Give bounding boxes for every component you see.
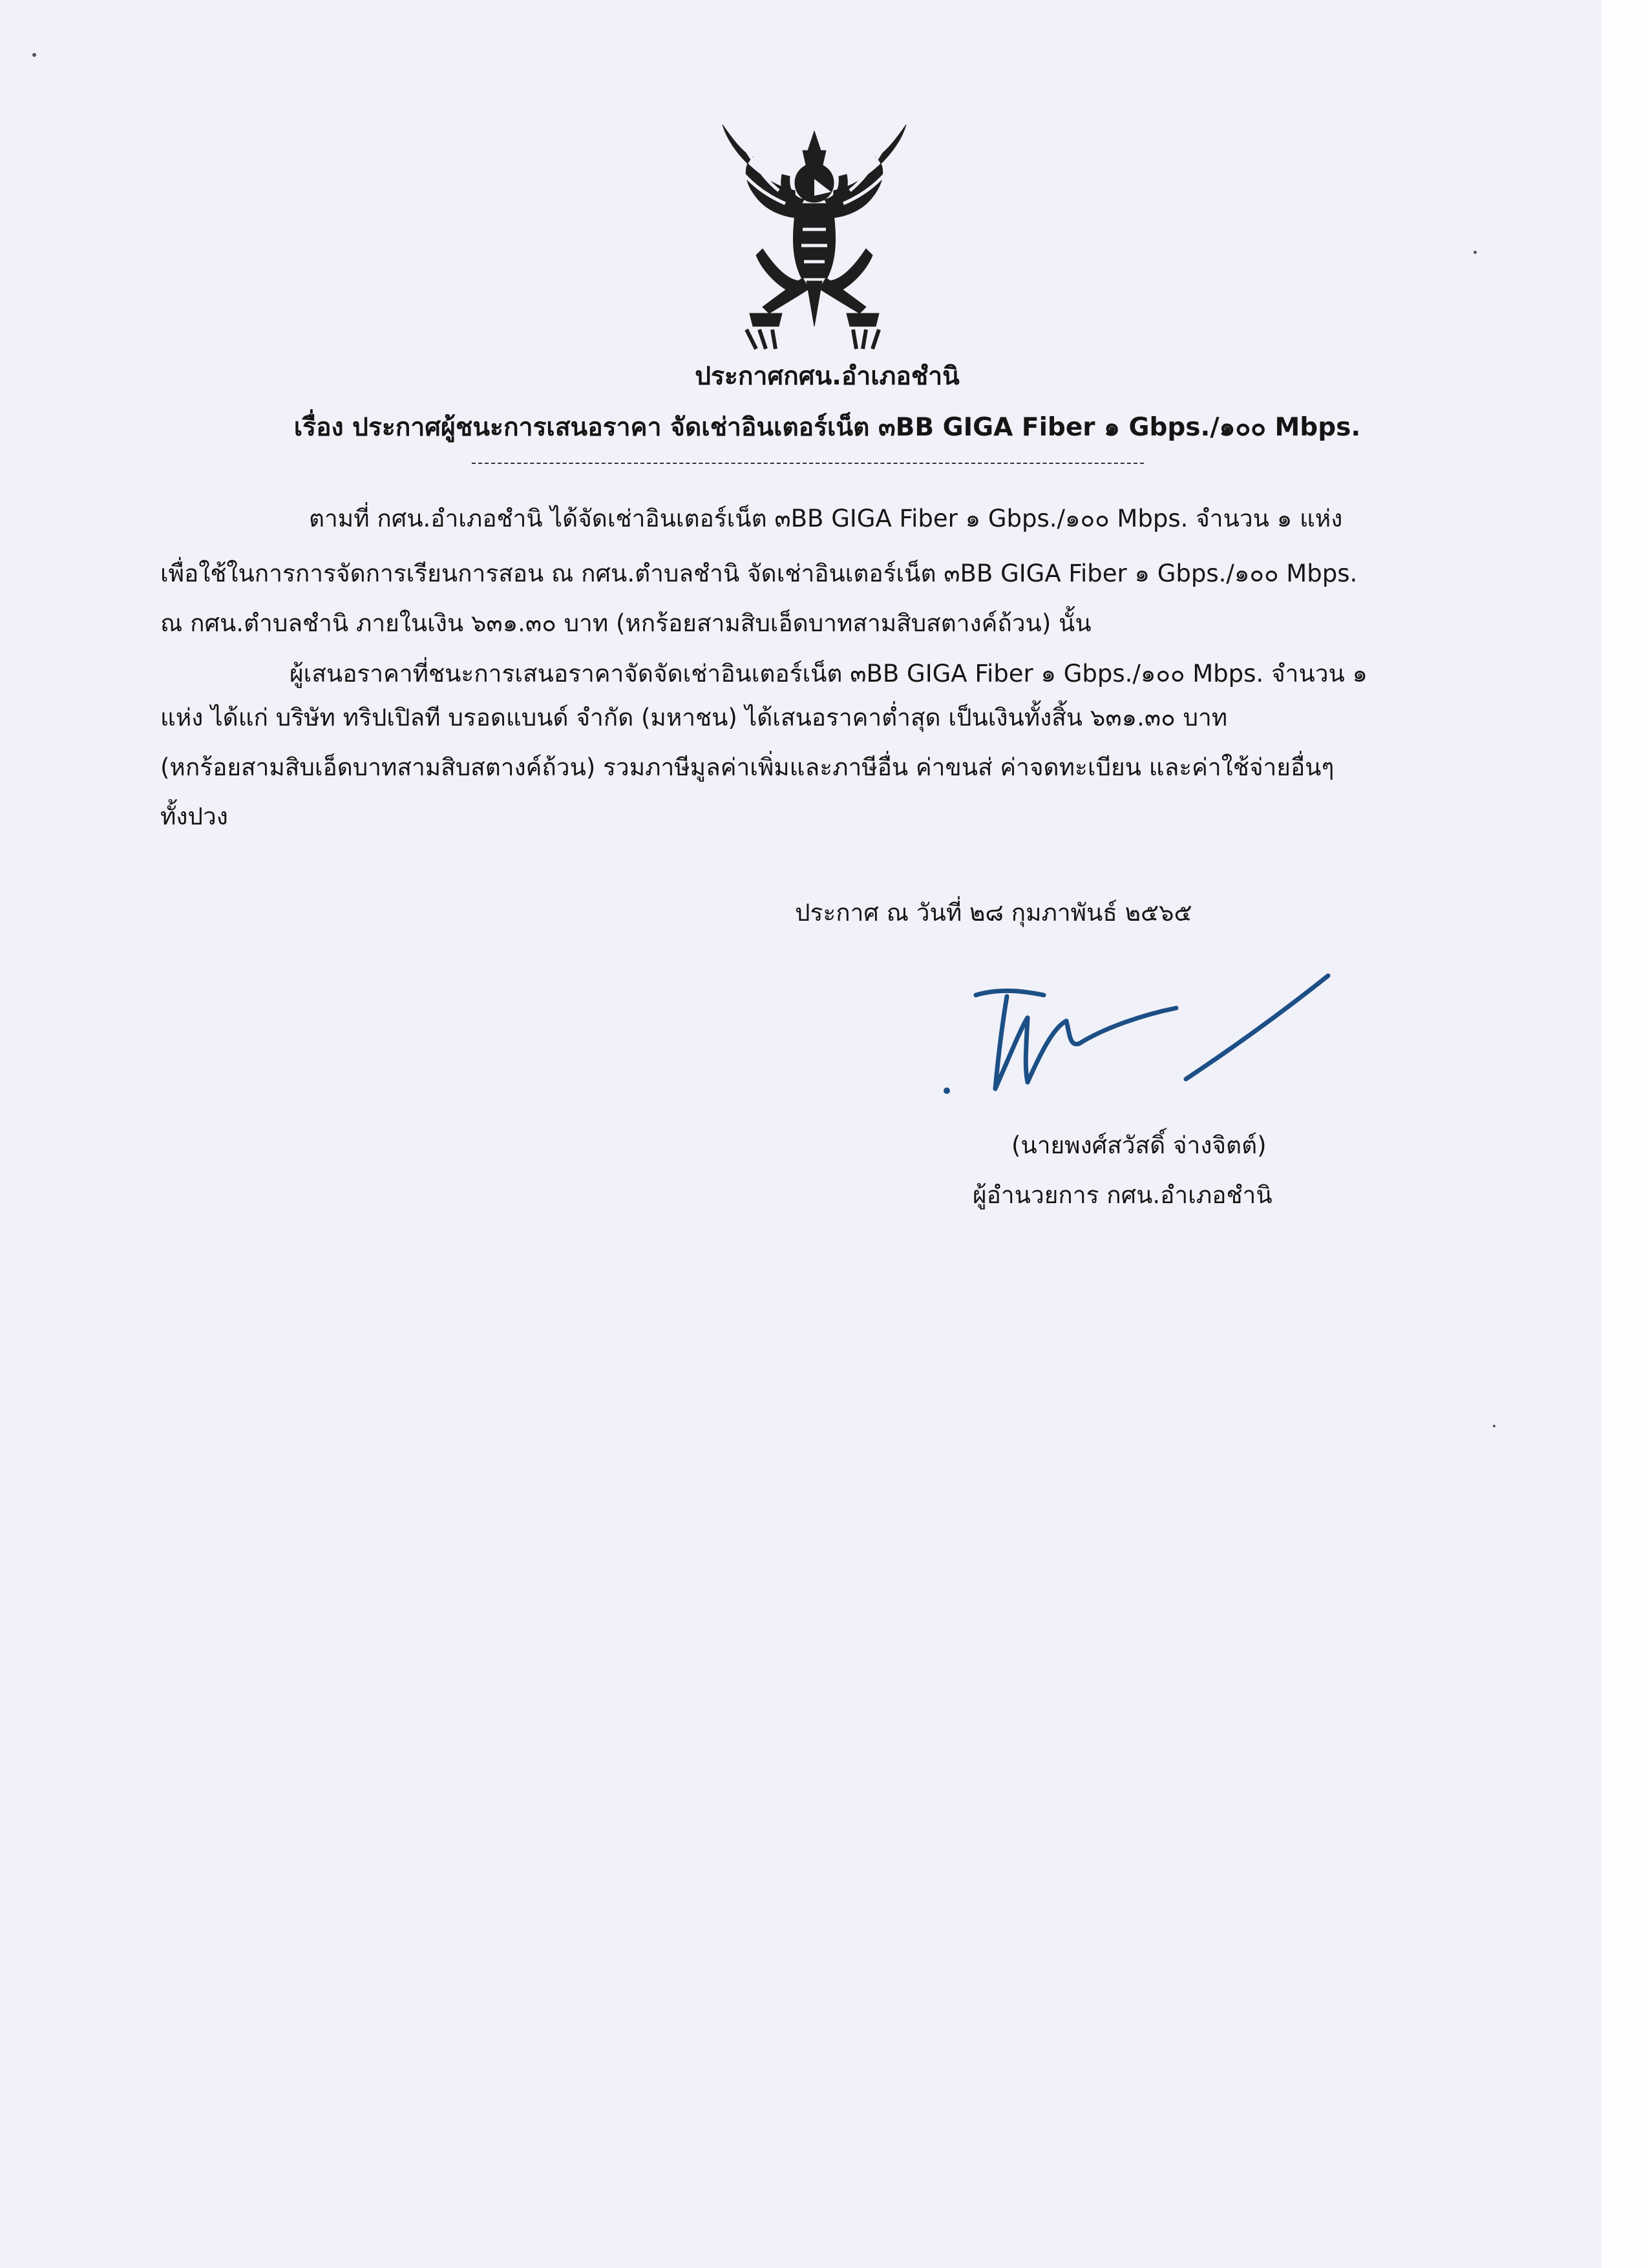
scan-speck	[1493, 1425, 1495, 1427]
paragraph-1-line-1: ตามที่ กศน.อำเภอชำนิ ได้จัดเช่าอินเตอร์เน็ต ๓BB GIGA Fiber ๑ Gbps./๑๐๐ Mbps. จำนวน ๑ แห่ง	[309, 505, 1343, 532]
signer-position: ผู้อำนวยการ กศน.อำเภอชำนิ	[973, 1181, 1273, 1209]
signature-icon	[931, 956, 1344, 1111]
garuda-emblem-icon	[717, 120, 911, 352]
announcement-date: ประกาศ ณ วันที่ ๒๘ กุมภาพันธ์ ๒๕๖๕	[795, 899, 1192, 927]
scan-speck	[32, 53, 36, 57]
paragraph-1-line-3: ณ กศน.ตำบลชำนิ ภายในเงิน ๖๓๑.๓๐ บาท (หกร้อยสามสิบเอ็ดบาทสามสิบสตางค์ถ้วน) นั้น	[160, 609, 1092, 637]
paragraph-1-line-2: เพื่อใช้ในการการจัดการเรียนการสอน ณ กศน.ตำบลชำนิ จัดเช่าอินเตอร์เน็ต ๓BB GIGA Fiber ๑ Gbps./๑๐๐ Mbps.	[160, 560, 1358, 587]
document-title: ประกาศกศน.อำเภอชำนิ	[695, 362, 960, 391]
paragraph-2-line-2: แห่ง ได้แก่ บริษัท ทริปเปิลที บรอดแบนด์ จำกัด (มหาชน) ได้เสนอราคาต่ำสุด เป็นเงินทั้งสิ้น ๖๓๑.๓๐ บาท	[160, 704, 1228, 731]
paragraph-2-line-3: (หกร้อยสามสิบเอ็ดบาทสามสิบสตางค์ถ้วน) รวมภาษีมูลค่าเพิ่มและภาษีอื่น ค่าขนส่ ค่าจดทะเบียน และค่าใช้จ่ายอื่นๆ	[160, 753, 1335, 781]
paragraph-2-line-1: ผู้เสนอราคาที่ชนะการเสนอราคาจัดจัดเช่าอินเตอร์เน็ต ๓BB GIGA Fiber ๑ Gbps./๑๐๐ Mbps. จำนวน ๑	[290, 660, 1368, 688]
scan-edge	[1601, 0, 1648, 2268]
document-subject: เรื่อง ประกาศผู้ชนะการเสนอราคา จัดเช่าอินเตอร์เน็ต ๓BB GIGA Fiber ๑ Gbps./๑๐๐ Mbps.	[293, 413, 1361, 442]
paragraph-2-line-4: ทั้งปวง	[160, 803, 228, 830]
signer-name: (นายพงศ์สวัสดิ์ จ่างจิตต์)	[1011, 1131, 1267, 1159]
scan-speck	[1474, 251, 1477, 254]
title-separator	[472, 463, 1144, 464]
